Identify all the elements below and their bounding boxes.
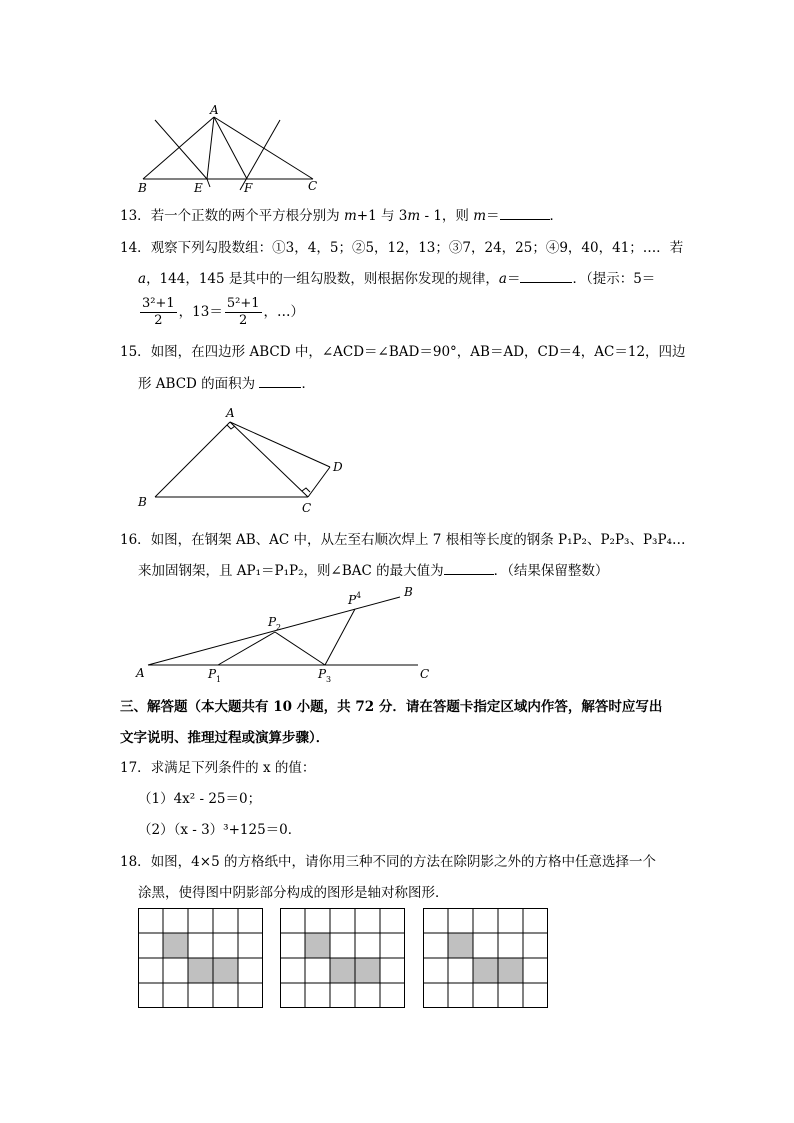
answer-blank [520, 268, 572, 283]
question-14-line1 [120, 238, 683, 258]
label-c: C [302, 501, 312, 515]
label-a: A [136, 666, 145, 680]
q16-text: 来加固钢架，且 AP₁＝P₁P₂，则∠BAC 的最大值为 [138, 563, 444, 579]
shaded-cell [213, 958, 238, 983]
shaded-cell [355, 958, 380, 983]
fraction-1 [140, 296, 177, 329]
q18-text: 涂黑，使得图中阴影部分构成的图形是轴对称图形． [138, 885, 449, 901]
q14-text: ，13＝ [178, 304, 223, 320]
shaded-cell [498, 958, 523, 983]
question-13 [120, 205, 563, 226]
q14-text: ，144，145 是其中的一组勾股数，则根据你发现的规律， [146, 271, 499, 287]
grid-2[interactable] [280, 908, 405, 1008]
answer-blank [500, 205, 550, 220]
label-e: E [194, 181, 203, 195]
label-a: A [226, 406, 235, 420]
q13-var: m [473, 208, 487, 224]
label-f: F [244, 181, 253, 195]
q18-text: 如图，4×5 的方格纸中，请你用三种不同的方法在除阴影之外的方格中任意选择一个 [150, 854, 656, 870]
q13-var: m [407, 208, 421, 224]
q13-text: 若一个正数的两个平方根分别为 [150, 208, 344, 224]
label-a: A [210, 103, 219, 117]
figure-steel-frame [130, 582, 440, 687]
label-p2: P [268, 615, 277, 629]
q14-var: a [138, 271, 147, 287]
question-16-line1 [120, 530, 685, 550]
fraction-denominator: 2 [239, 313, 248, 328]
figure-triangle-abc-ef [130, 100, 350, 195]
question-17-part2 [138, 820, 301, 840]
label-p4-sub: 4 [356, 591, 362, 600]
q16-text: ．（结果保留整数） [493, 563, 609, 579]
section-3-text: 文字说明、推理过程或演算步骤）． [120, 730, 330, 746]
shaded-cell [305, 933, 330, 958]
grid-1[interactable] [138, 908, 263, 1008]
question-14-line2 [138, 268, 655, 289]
label-c: C [308, 179, 318, 193]
label-p1: P [208, 667, 217, 681]
question-18-line2 [138, 883, 449, 903]
fraction-numerator: 5²+1 [226, 296, 260, 311]
answer-blank [259, 373, 301, 388]
question-18-line1 [120, 852, 656, 872]
figure-quadrilateral-abcd [130, 402, 360, 517]
label-p3-sub: 3 [326, 675, 332, 684]
q14-text: ．（提示：5＝ [572, 271, 656, 287]
shaded-cell [448, 933, 473, 958]
section-3-heading-line2 [120, 728, 329, 748]
shaded-cell [330, 958, 355, 983]
q13-text: +1 与 3 [356, 208, 408, 224]
q17-part1-text: （1）4x² - 25＝0； [138, 791, 262, 807]
shaded-cell [188, 958, 213, 983]
question-15-line1 [120, 342, 686, 362]
question-17-part1 [138, 789, 261, 809]
answer-blank [444, 560, 494, 575]
section-3-text: 三、解答题（本大题共有 10 小题，共 72 分．请在答题卡指定区域内作答，解答时应写出 [120, 699, 663, 715]
question-15-line2 [138, 373, 315, 394]
q18-number: 18． [120, 854, 151, 870]
section-3-heading [120, 697, 662, 717]
question-16-line2 [138, 560, 608, 581]
q15-number: 15． [120, 344, 151, 360]
q17-text: 求满足下列条件的 x 的值： [150, 760, 316, 776]
q17-part2-text: （2）（x - 3）³+125＝0． [138, 822, 302, 838]
label-p4: P [348, 593, 357, 607]
question-14-hint [138, 296, 304, 329]
label-b: B [138, 181, 147, 195]
grid-3[interactable] [423, 908, 548, 1008]
q15-text: 形 ABCD 的面积为 [138, 376, 260, 392]
label-b: B [404, 585, 413, 599]
q13-text: ． [549, 208, 564, 224]
q14-text: ＝ [506, 271, 521, 287]
fraction-numerator: 3²+1 [142, 296, 175, 311]
label-d: D [333, 460, 343, 474]
q14-number: 14． [120, 240, 151, 256]
q14-text: 观察下列勾股数组：①3，4，5；②5，12，13；③7，24，25；④9，40，41；…．若 [150, 240, 684, 256]
fraction-denominator: 2 [154, 313, 163, 328]
question-17 [120, 758, 315, 778]
q15-text: 如图，在四边形 ABCD 中，∠ACD＝∠BAD＝90°，AB＝AD，CD＝4，AC＝12，四边 [150, 344, 686, 360]
q15-text: ． [301, 376, 315, 392]
q14-var: a [498, 271, 507, 287]
q17-number: 17． [120, 760, 151, 776]
q13-text: - 1，则 [420, 208, 474, 224]
shaded-cell [163, 933, 188, 958]
label-p2-sub: 2 [276, 623, 282, 632]
fraction-2 [225, 296, 262, 329]
label-b: B [138, 495, 147, 509]
q16-text: 如图，在钢架 AB、AC 中，从左至右顺次焊上 7 根相等长度的钢条 P₁P₂、P₂P₃、P₃P₄… [150, 532, 686, 548]
q13-var: m [343, 208, 357, 224]
q13-text: ＝ [486, 208, 500, 224]
shaded-cell [473, 958, 498, 983]
label-p1-sub: 1 [216, 675, 222, 684]
q13-number: 13． [120, 208, 151, 224]
q16-number: 16． [120, 532, 151, 548]
q14-text: ，…） [263, 304, 304, 320]
label-c: C [420, 667, 430, 681]
label-p3: P [318, 667, 327, 681]
